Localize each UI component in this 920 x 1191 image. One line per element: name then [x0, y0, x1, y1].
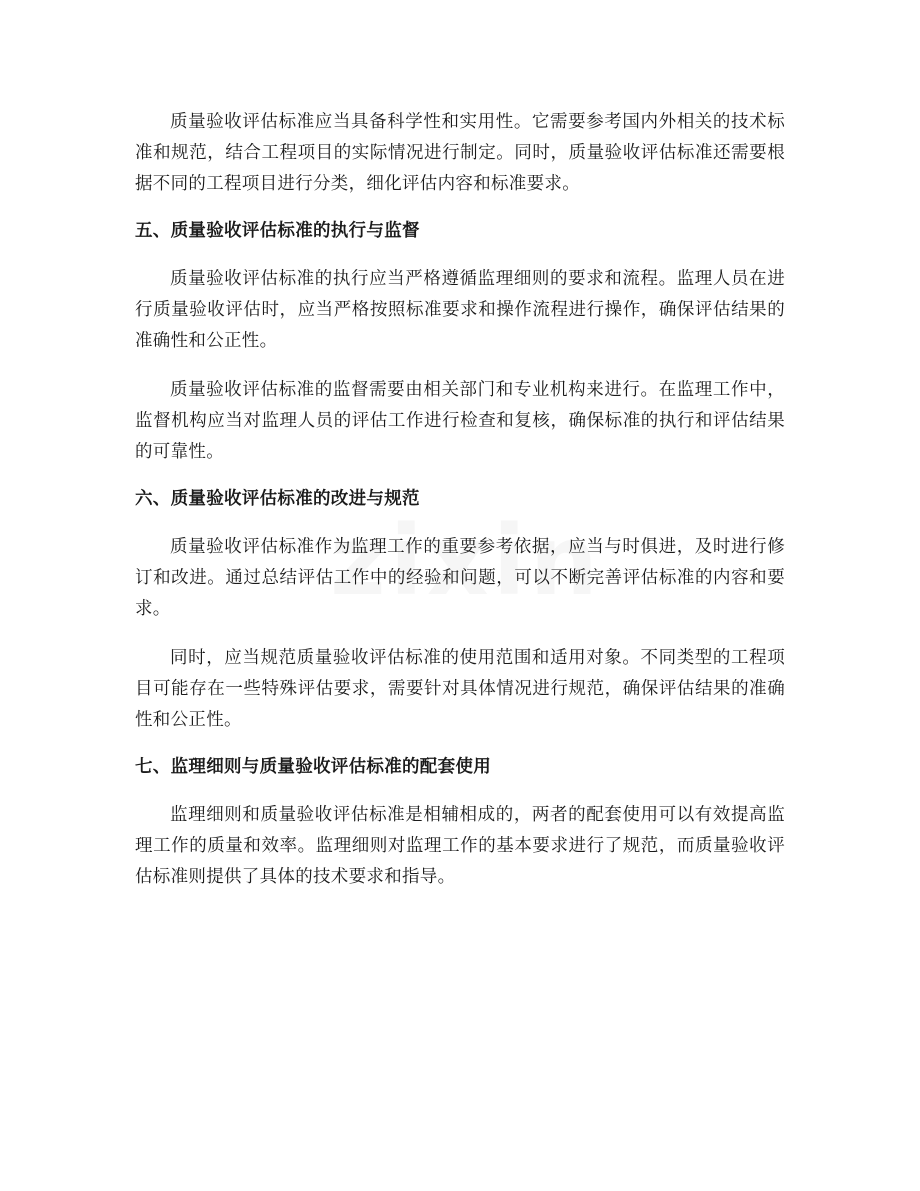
section-7-paragraph-1: 监理细则和质量验收评估标准是相辅相成的，两者的配套使用可以有效提高监理工作的质量和效率。监理细则对监理工作的基本要求进行了规范，而质量验收评估标准则提供了具体的技术要求和指导。 [135, 805, 785, 887]
section-heading-5: 五、质量验收评估标准的执行与监督 [135, 221, 420, 241]
section-5-paragraph-2: 质量验收评估标准的监督需要由相关部门和专业机构来进行。在监理工作中，监督机构应当对监理人员的评估工作进行检查和复核，确保标准的执行和评估结果的可靠性。 [135, 380, 785, 462]
section-6-paragraph-2: 同时，应当规范质量验收评估标准的使用范围和适用对象。不同类型的工程项目可能存在一些特殊评估要求，需要针对具体情况进行规范，确保评估结果的准确性和公正性。 [135, 648, 785, 730]
section-5-paragraph-1: 质量验收评估标准的执行应当严格遵循监理细则的要求和流程。监理人员在进行质量验收评估时，应当严格按照标准要求和操作流程进行操作，确保评估结果的准确性和公正性。 [135, 269, 785, 351]
section-heading-6: 六、质量验收评估标准的改进与规范 [135, 489, 420, 509]
section-6-paragraph-1: 质量验收评估标准作为监理工作的重要参考依据，应当与时俱进，及时进行修订和改进。通过总结评估工作中的经验和问题，可以不断完善评估标准的内容和要求。 [135, 537, 785, 619]
document-body [135, 107, 785, 911]
section-heading-7: 七、监理细则与质量验收评估标准的配套使用 [135, 757, 491, 777]
paragraph-intro: 质量验收评估标准应当具备科学性和实用性。它需要参考国内外相关的技术标准和规范，结合工程项目的实际情况进行制定。同时，质量验收评估标准还需要根据不同的工程项目进行分类，细化评估内容和标准要求。 [135, 112, 785, 194]
